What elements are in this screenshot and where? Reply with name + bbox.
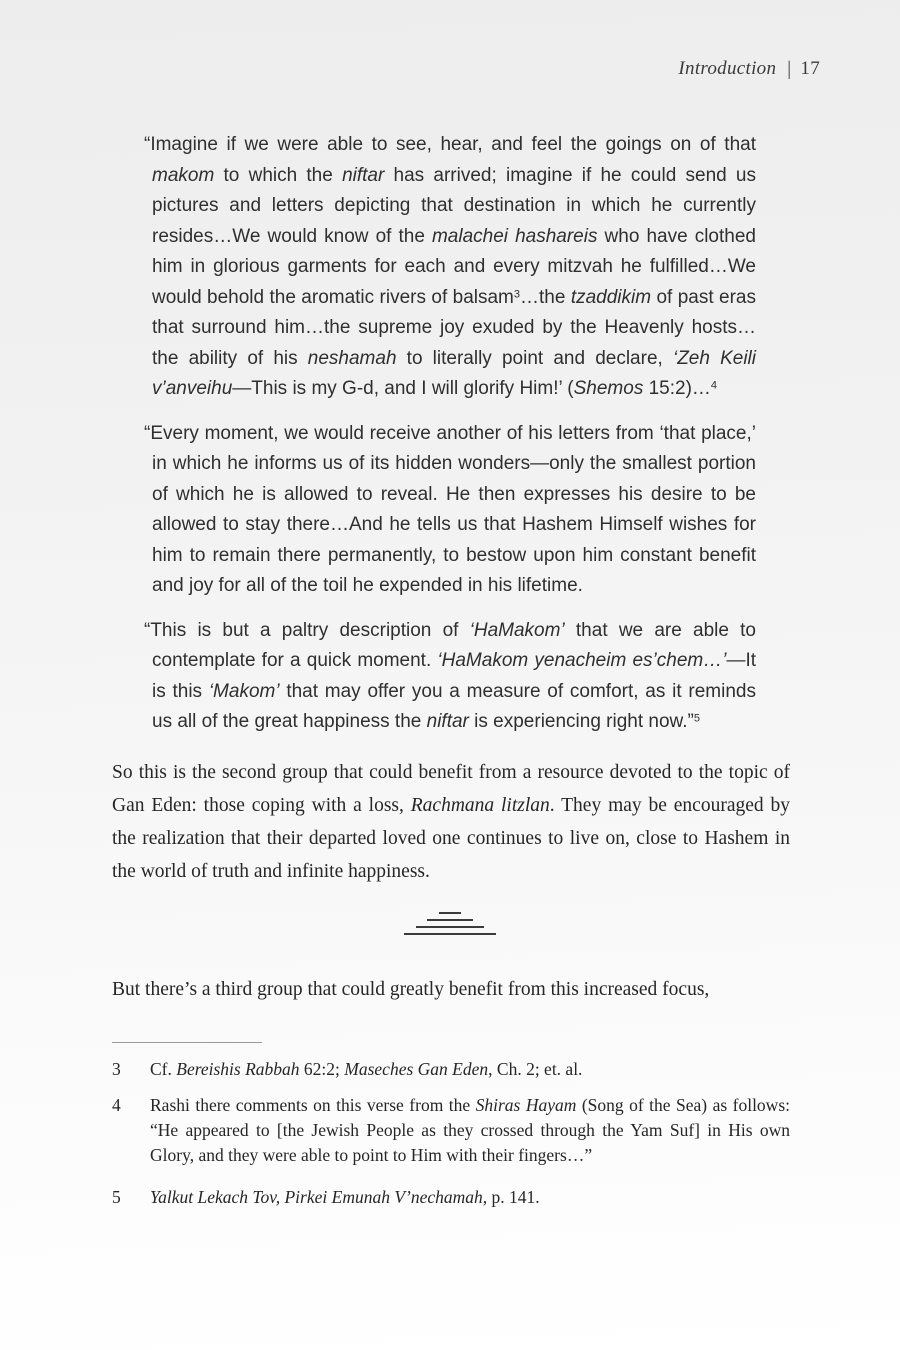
divider-line — [439, 912, 461, 914]
footnote-rule — [112, 1042, 262, 1043]
quote-paragraph-1: “Imagine if we were able to see, hear, and feel the goings on of that makom to which the niftar has arrived; imagine if he could send us pictures and letters depicting that destination in which he currently resides…We would know of the malachei hashareis who have clothed him in glorious garments for each and every mitzvah he fulfilled…We would behold the aromatic rivers of balsam$^3$…the tzaddikim of past eras that surround him…the supreme joy exuded by the Heavenly hosts…the ability of his neshamah to literally point and declare, ‘Zeh Keili v’anveihu—This is my G-d, and I will glorify Him!’ (Shemos 15:2)…$^4$ — [144, 134, 756, 399]
footnote-number: 4 — [112, 1094, 121, 1115]
stacked-lines-ornament — [0, 912, 900, 935]
page-number: 17 — [800, 58, 820, 79]
footnotes-section — [112, 1057, 790, 1210]
footnote-5 — [112, 1185, 790, 1210]
footnote-number: 3 — [112, 1058, 121, 1079]
footnote-4 — [112, 1093, 790, 1168]
footnote-text: Yalkut Lekach Tov, Pirkei Emunah V’nechamah, p. 141. — [150, 1186, 540, 1207]
divider-line — [416, 926, 484, 928]
page-header — [0, 0, 900, 80]
running-title: Introduction — [678, 58, 777, 79]
footnote-text: Cf. Bereishis Rabbah 62:2; Maseches Gan Eden, Ch. 2; et. al. — [150, 1058, 583, 1079]
footnote-3 — [112, 1057, 790, 1082]
divider-line — [404, 933, 496, 935]
divider-line — [427, 919, 473, 921]
body-paragraph-1: So this is the second group that could benefit from a resource devoted to the topic of Gan Eden: those coping with a loss, Rachmana litzlan. They may be encouraged by the realization that their departed loved one continues to live on, close to Hashem in the world of truth and infinite happiness. — [112, 761, 790, 882]
body-paragraph-2: But there’s a third group that could greatly benefit from this increased focus, — [112, 978, 710, 1000]
quote-paragraph-2: “Every moment, we would receive another of his letters from ‘that place,’ in which he informs us of its hidden wonders—only the smallest portion of which he is allowed to reveal. He then expresses his desire to be allowed to stay there…And he tells us that Hashem Himself wishes for him to remain there permanently, to bestow upon him constant benefit and joy for all of the toil he expended in his lifetime. — [144, 422, 756, 596]
footnote-number: 5 — [112, 1186, 121, 1207]
footnote-text: Rashi there comments on this verse from the Shiras Hayam (Song of the Sea) as follows: “He appeared to [the Jewish People as they crossed through the Yam Suf] in His own Glory, and they were able to point to Him with their fingers…” — [150, 1094, 790, 1165]
header-separator: | — [787, 57, 792, 80]
quote-paragraph-3: “This is but a paltry description of ‘HaMakom’ that we are able to contemplate for a quick moment. ‘HaMakom yenacheim es’chem…’—It is this ‘Makom’ that may offer you a measure of comfort, as it reminds us all of the great happiness the niftar is experiencing right now.”$^5$ — [144, 619, 756, 732]
